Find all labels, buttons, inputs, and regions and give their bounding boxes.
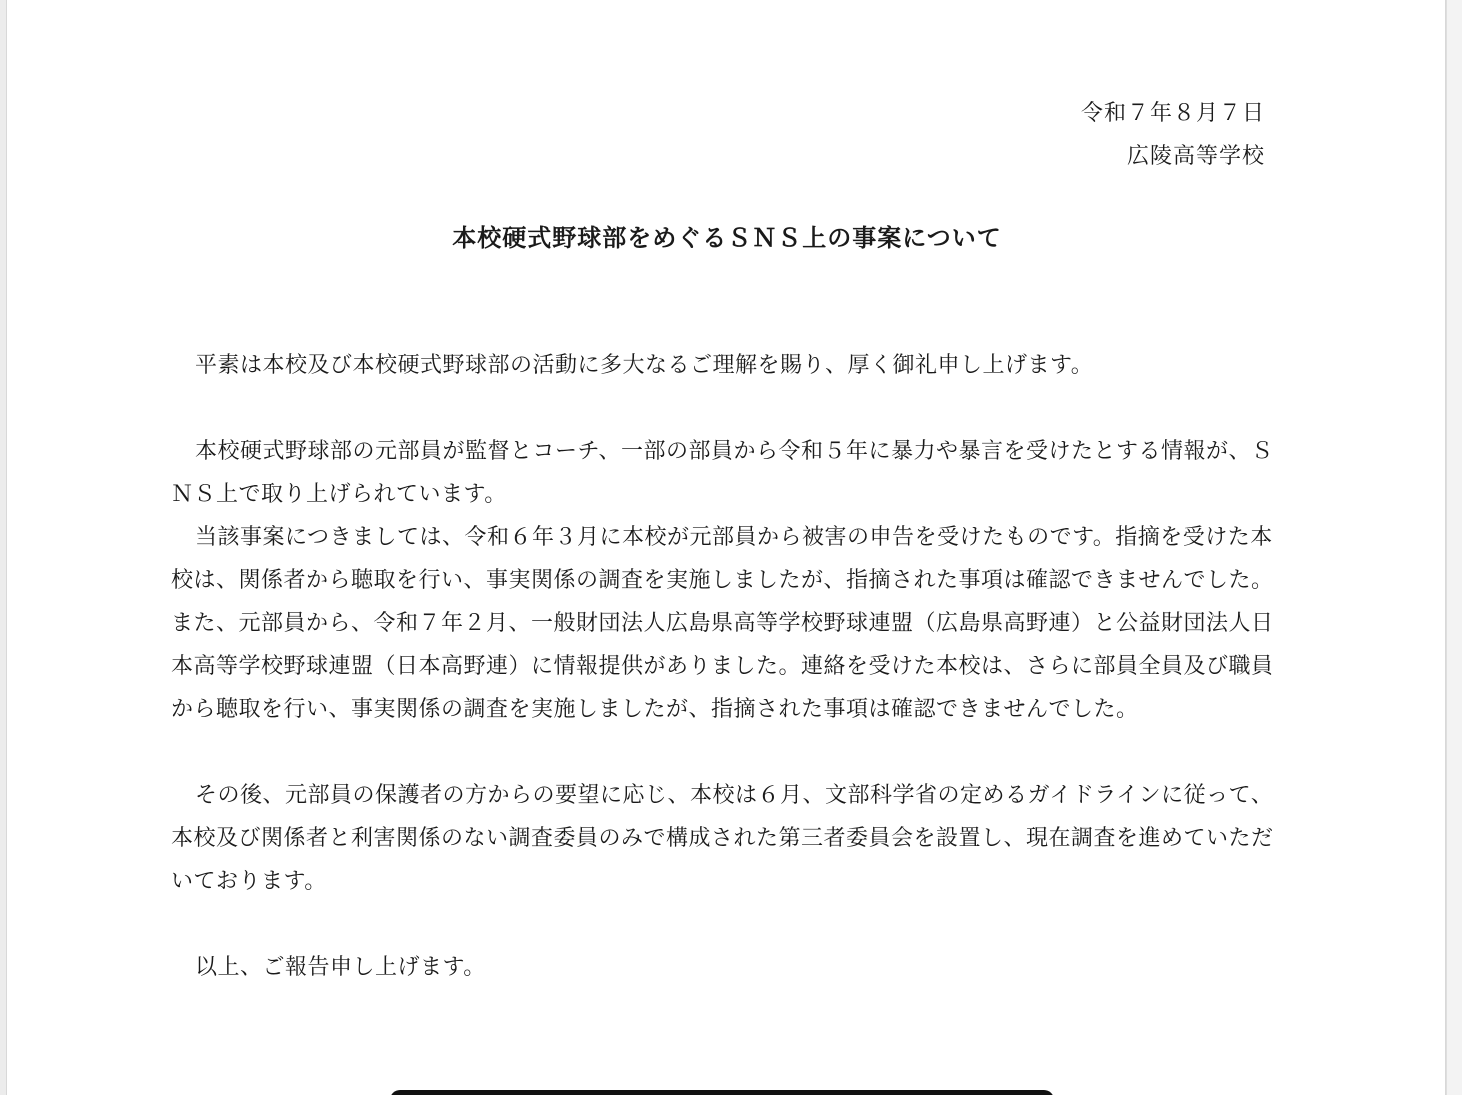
document-body — [171, 344, 1281, 989]
document-page — [6, 0, 1446, 1095]
document-issuer: 広陵高等学校 — [1126, 144, 1265, 169]
paragraph-sns-report: 本校硬式野球部の元部員が監督とコーチ、一部の部員から令和５年に暴力や暴言を受けたとする情報が、ＳＮＳ上で取り上げられています。 — [171, 439, 1274, 507]
paragraph-closing: 以上、ご報告申し上げます。 — [195, 955, 486, 980]
scrollbar-track[interactable] — [1446, 0, 1462, 1095]
paragraph-third-party-committee: その後、元部員の保護者の方からの要望に応じ、本校は６月、文部科学省の定めるガイドラインに従って、本校及び関係者と利害関係のない調査委員のみで構成された第三者委員会を設置し、現在調査を進めていただいております。 — [171, 783, 1274, 894]
document-header — [1081, 92, 1265, 178]
document-date: 令和７年８月７日 — [1080, 101, 1265, 126]
home-indicator — [390, 1090, 1054, 1095]
paragraph-investigation: 当該事案につきましては、令和６年３月に本校が元部員から被害の申告を受けたものです。指摘を受けた本校は、関係者から聴取を行い、事実関係の調査を実施しましたが、指摘された事項は確認できませんでした。また、元部員から、令和７年２月、一般財団法人広島県高等学校野球連盟（広島県高野連）と公益財団法人日本高等学校野球連盟（日本高野連）に情報提供がありました。連絡を受けた本校は、さらに部員全員及び職員から聴取を行い、事実関係の調査を実施しましたが、指摘された事項は確認できませんでした。 — [171, 525, 1274, 722]
paragraph-greeting: 平素は本校及び本校硬式野球部の活動に多大なるご理解を賜り、厚く御礼申し上げます。 — [195, 353, 1094, 378]
document-title: 本校硬式野球部をめぐるＳＮＳ上の事案について — [452, 223, 1002, 252]
